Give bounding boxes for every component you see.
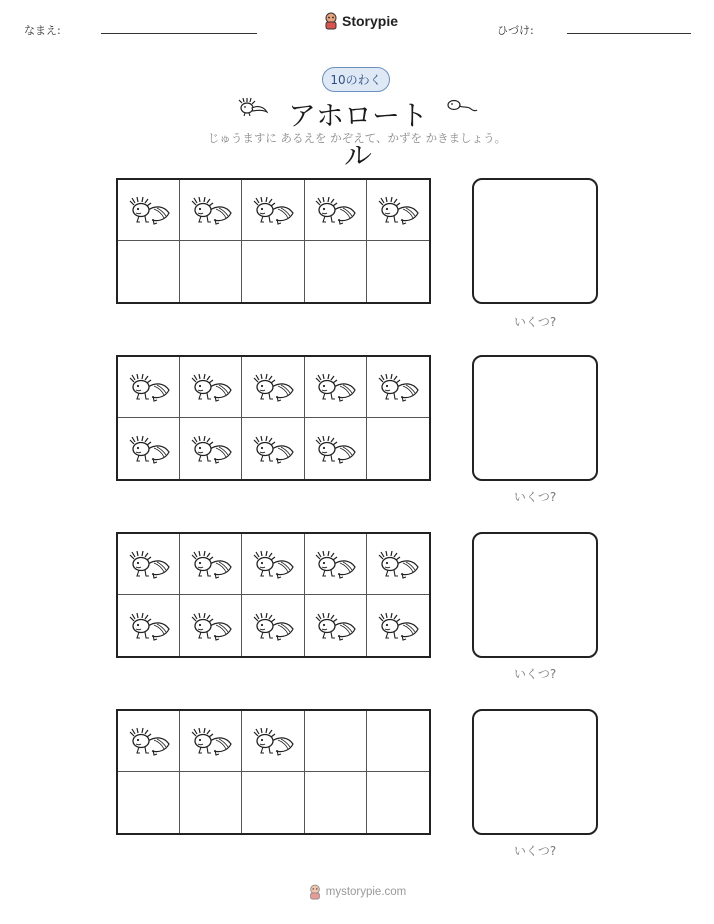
tadpole-icon (446, 99, 478, 115)
name-label: なまえ: (24, 24, 61, 37)
ten-frame-cell (305, 418, 367, 479)
axolotl-icon (375, 193, 421, 227)
axolotl-icon (312, 547, 358, 581)
axolotl-icon (312, 193, 358, 227)
axolotl-icon (126, 547, 172, 581)
ten-frame-cell (118, 772, 180, 833)
answer-prompt-2: いくつ? (513, 490, 557, 504)
date-label: ひづけ: (497, 24, 534, 37)
ten-frame-cell (305, 772, 367, 833)
ten-frame-cell (242, 595, 304, 656)
ten-frame-cell (180, 711, 242, 772)
axolotl-icon (312, 432, 358, 466)
ten-frame-1 (116, 178, 431, 304)
axolotl-icon (312, 370, 358, 404)
ten-frame-cell (305, 711, 367, 772)
axolotl-icon (250, 609, 296, 643)
ten-frame-cell (367, 357, 429, 418)
answer-prompt-1: いくつ? (513, 315, 557, 329)
ten-frame-cell (180, 418, 242, 479)
ten-frame-badge: 10のわく (322, 67, 390, 92)
ten-frame-cell (118, 595, 180, 656)
ten-frame-cell (305, 534, 367, 595)
ten-frame-cell (305, 595, 367, 656)
axolotl-icon (126, 609, 172, 643)
ten-frame-cell (118, 418, 180, 479)
answer-prompt-3: いくつ? (513, 667, 557, 681)
footer-site: mystorypie.com (325, 886, 407, 898)
page-title: アホロートル (287, 99, 428, 172)
ten-frame-cell (180, 241, 242, 302)
ten-frame-cell (180, 534, 242, 595)
ten-frame-cell (367, 595, 429, 656)
ten-frame-cell (305, 180, 367, 241)
axolotl-icon (188, 193, 234, 227)
brand-logo (323, 12, 398, 30)
ten-frame-cell (118, 357, 180, 418)
axolotl-icon (250, 547, 296, 581)
axolotl-icon (188, 547, 234, 581)
ten-frame-cell (242, 241, 304, 302)
ten-frame-cell (180, 357, 242, 418)
ten-frame-cell (367, 180, 429, 241)
axolotl-icon (126, 724, 172, 758)
axolotl-icon (375, 609, 421, 643)
ten-frame-cell (118, 711, 180, 772)
answer-prompt-4: いくつ? (513, 844, 557, 858)
answer-box-4[interactable] (472, 709, 598, 835)
axolotl-icon (188, 609, 234, 643)
footer (0, 884, 714, 900)
axolotl-icon (236, 97, 270, 117)
ten-frame-cell (305, 357, 367, 418)
ten-frame-cell (118, 534, 180, 595)
ten-frame-cell (242, 357, 304, 418)
axolotl-icon (375, 547, 421, 581)
ten-frame-cell (305, 241, 367, 302)
axolotl-icon (188, 432, 234, 466)
ten-frame-3 (116, 532, 431, 658)
axolotl-icon (126, 193, 172, 227)
storypie-mascot-icon (323, 12, 339, 30)
ten-frame-cell (242, 418, 304, 479)
ten-frame-cell (242, 180, 304, 241)
ten-frame-cell (118, 180, 180, 241)
instructions: じゅうますに あるえを かぞえて、かずを かきましょう。 (207, 131, 507, 145)
axolotl-icon (126, 370, 172, 404)
brand-name: Storypie (342, 13, 399, 29)
ten-frame-cell (242, 772, 304, 833)
axolotl-icon (188, 724, 234, 758)
answer-box-1[interactable] (472, 178, 598, 304)
axolotl-icon (126, 432, 172, 466)
name-write-line[interactable] (101, 33, 257, 34)
ten-frame-cell (118, 241, 180, 302)
axolotl-icon (250, 724, 296, 758)
answer-box-2[interactable] (472, 355, 598, 481)
axolotl-icon (250, 193, 296, 227)
date-write-line[interactable] (567, 33, 691, 34)
axolotl-icon (375, 370, 421, 404)
ten-frame-cell (367, 418, 429, 479)
ten-frame-cell (367, 241, 429, 302)
ten-frame-cell (242, 711, 304, 772)
ten-frame-cell (180, 180, 242, 241)
storypie-mascot-icon (308, 884, 322, 900)
axolotl-icon (250, 370, 296, 404)
ten-frame-cell (367, 534, 429, 595)
ten-frame-4 (116, 709, 431, 835)
axolotl-icon (312, 609, 358, 643)
axolotl-icon (188, 370, 234, 404)
ten-frame-cell (180, 772, 242, 833)
ten-frame-cell (180, 595, 242, 656)
axolotl-icon (250, 432, 296, 466)
ten-frame-cell (242, 534, 304, 595)
ten-frame-cell (367, 711, 429, 772)
ten-frame-2 (116, 355, 431, 481)
answer-box-3[interactable] (472, 532, 598, 658)
ten-frame-cell (367, 772, 429, 833)
